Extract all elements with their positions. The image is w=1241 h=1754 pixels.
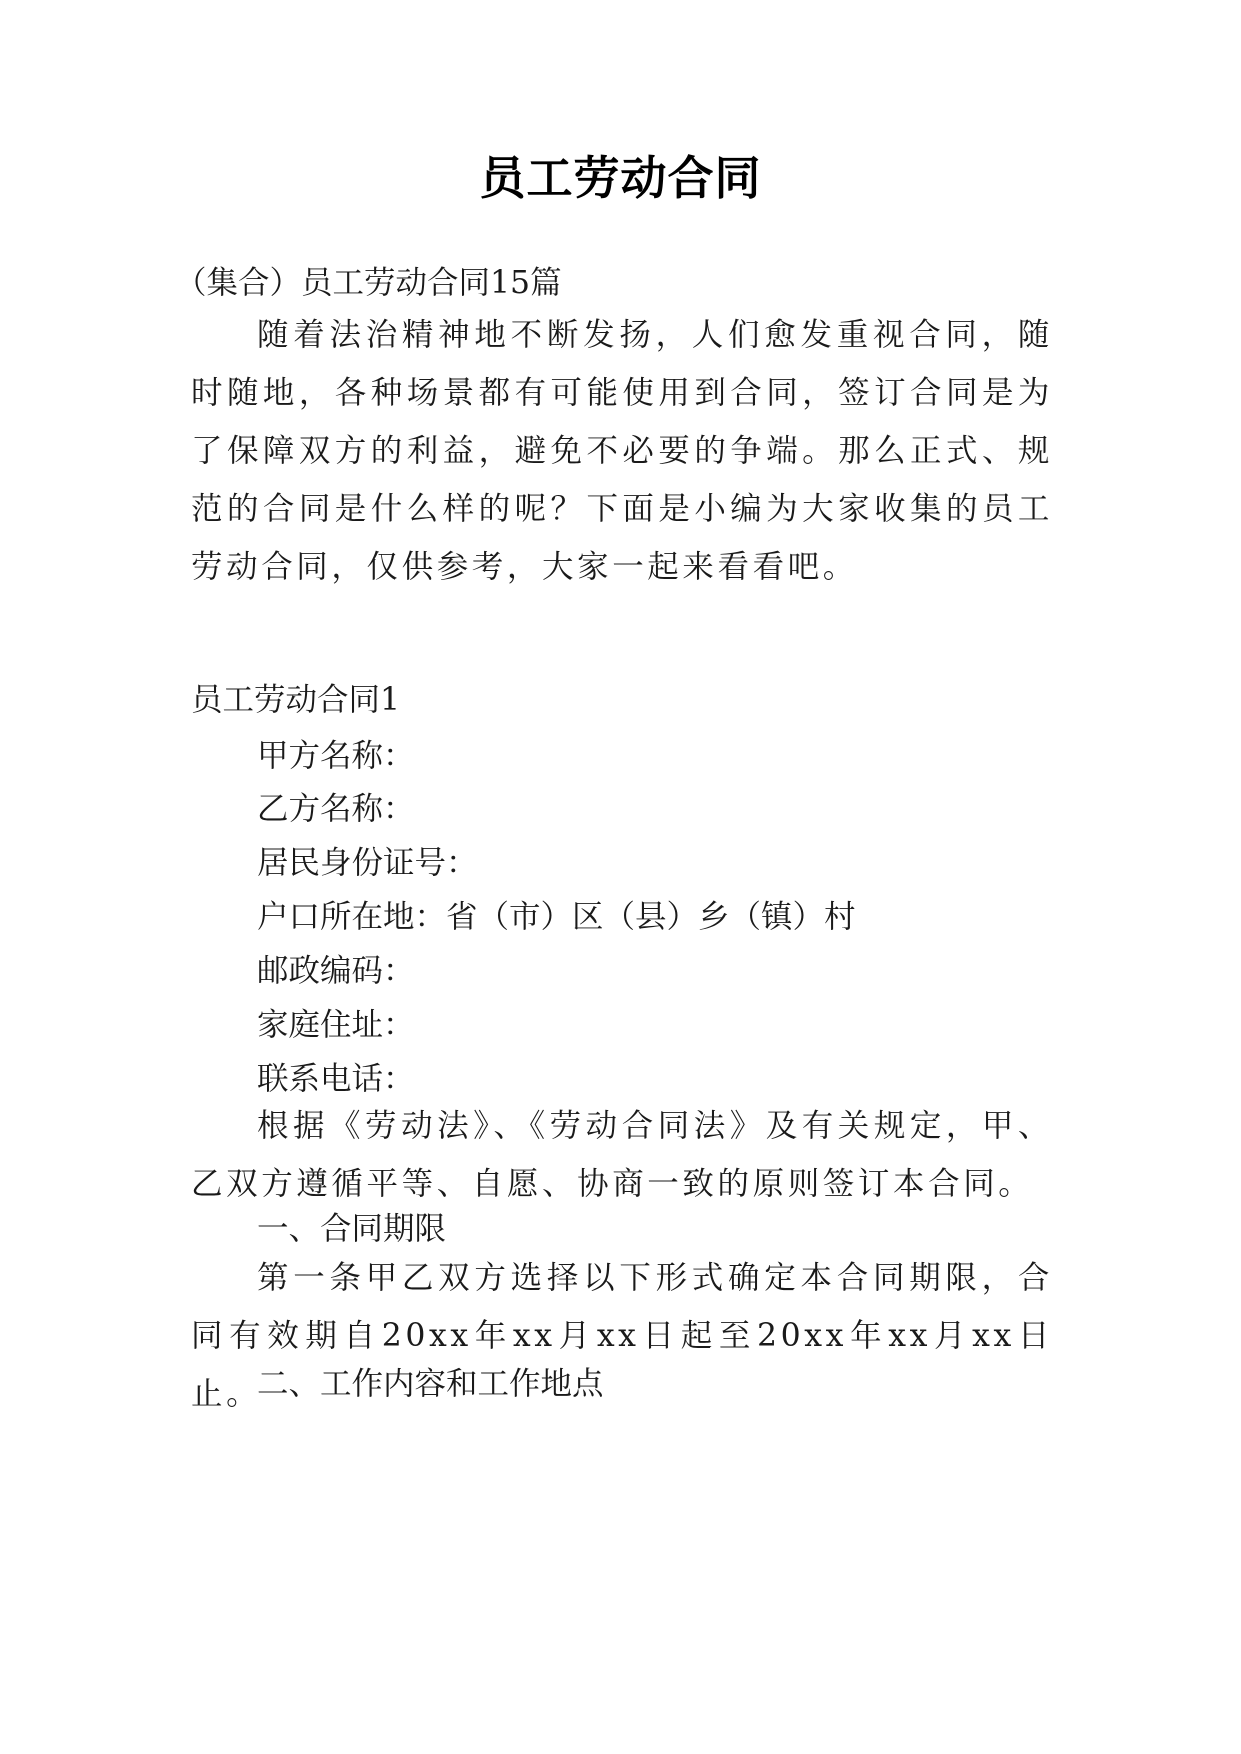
- subtitle: （集合）员工劳动合同15篇: [175, 265, 562, 301]
- field-party-a: 甲方名称：: [257, 738, 415, 774]
- section-heading: 员工劳动合同1: [191, 682, 401, 718]
- clause1-heading: 一、合同期限: [257, 1211, 447, 1247]
- clause2-heading: 二、工作内容和工作地点: [257, 1366, 604, 1402]
- field-phone: 联系电话：: [257, 1061, 415, 1097]
- basis-paragraph: 根据《劳动法》、《劳动合同法》及有关规定，甲、乙双方遵循平等、自愿、协商一致的原则签订本合同。: [191, 1108, 1053, 1202]
- field-postal-code: 邮政编码：: [257, 953, 415, 989]
- intro-paragraph: 随着法治精神地不断发扬，人们愈发重视合同，随时随地，各种场景都有可能使用到合同，签订合同是为了保障双方的利益，避免不必要的争端。那么正式、规范的合同是什么样的呢？下面是小编为大家收集的员工劳动合同，仅供参考，大家一起来看看吧。: [191, 317, 1053, 585]
- clause1-paragraph: 第一条甲乙双方选择以下形式确定本合同期限，合同有效期自20xx年xx月xx日起至20xx年xx月xx日止。: [191, 1260, 1053, 1412]
- document-title: 员工劳动合同: [479, 151, 762, 205]
- field-party-b: 乙方名称：: [257, 791, 415, 827]
- document-body: [175, 0, 1053, 1754]
- field-household: 户口所在地：省（市）区（县）乡（镇）村: [257, 899, 856, 935]
- field-id-number: 居民身份证号：: [257, 845, 478, 881]
- field-address: 家庭住址：: [257, 1007, 415, 1043]
